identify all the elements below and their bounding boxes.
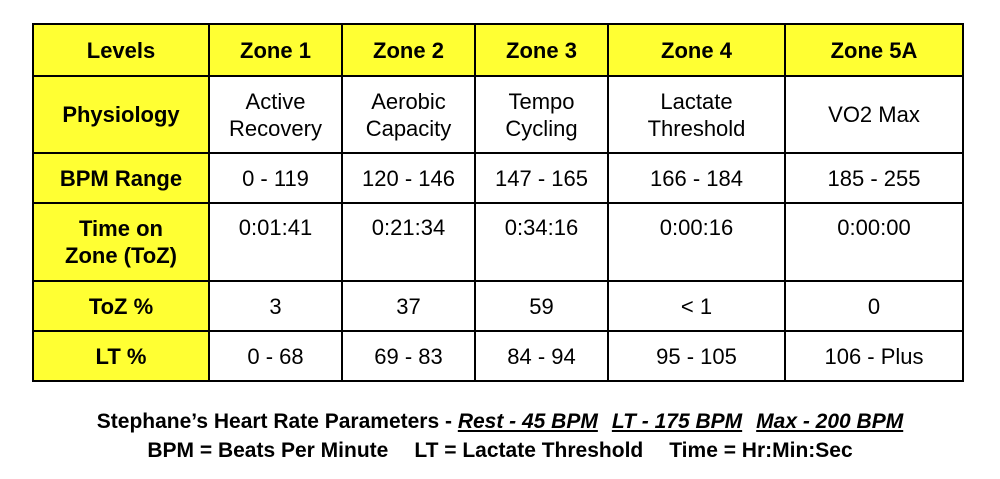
toz-pct-zone-2: 37 (342, 281, 475, 331)
toz-zone-5a: 0:00:00 (785, 203, 963, 281)
lt-pct-zone-1: 0 - 68 (209, 331, 342, 381)
definitions-line (0, 438, 1000, 464)
header-row (33, 24, 963, 76)
toz-pct-zone-4: < 1 (608, 281, 785, 331)
time-on-zone-row (33, 203, 963, 281)
physiology-zone-1: Active Recovery (209, 76, 342, 153)
toz-zone-1: 0:01:41 (209, 203, 342, 281)
lt-definition: LT = Lactate Threshold (414, 439, 644, 462)
heart-rate-zones-table (32, 23, 964, 382)
row-label-time-on-zone: Time on Zone (ToZ) (33, 203, 209, 281)
toz-percent-row (33, 281, 963, 331)
rest-bpm: Rest - 45 BPM (457, 410, 598, 433)
physiology-zone-5a: VO2 Max (785, 76, 963, 153)
physiology-zone-2: Aerobic Capacity (342, 76, 475, 153)
toz-pct-zone-3: 59 (475, 281, 608, 331)
bpm-zone-3: 147 - 165 (475, 153, 608, 203)
bpm-zone-2: 120 - 146 (342, 153, 475, 203)
physiology-zone-3: Tempo Cycling (475, 76, 608, 153)
lt-pct-zone-3: 84 - 94 (475, 331, 608, 381)
toz-pct-zone-5a: 0 (785, 281, 963, 331)
lt-bpm: LT - 175 BPM (611, 410, 743, 433)
row-label-lt-percent: LT % (33, 331, 209, 381)
header-zone-1: Zone 1 (209, 24, 342, 76)
bpm-zone-5a: 185 - 255 (785, 153, 963, 203)
lt-pct-zone-2: 69 - 83 (342, 331, 475, 381)
row-label-toz-percent: ToZ % (33, 281, 209, 331)
bpm-definition: BPM = Beats Per Minute (147, 439, 389, 462)
physiology-row (33, 76, 963, 153)
toz-zone-3: 0:34:16 (475, 203, 608, 281)
bpm-zone-1: 0 - 119 (209, 153, 342, 203)
parameters-title: Stephane’s Heart Rate Parameters - (96, 410, 458, 433)
row-label-bpm-range: BPM Range (33, 153, 209, 203)
lt-percent-row (33, 331, 963, 381)
bpm-range-row (33, 153, 963, 203)
lt-pct-zone-4: 95 - 105 (608, 331, 785, 381)
header-zone-2: Zone 2 (342, 24, 475, 76)
parameters-line (0, 409, 1000, 435)
bpm-zone-4: 166 - 184 (608, 153, 785, 203)
toz-zone-2: 0:21:34 (342, 203, 475, 281)
physiology-zone-4: Lactate Threshold (608, 76, 785, 153)
max-bpm: Max - 200 BPM (756, 410, 904, 433)
header-zone-4: Zone 4 (608, 24, 785, 76)
lt-pct-zone-5a: 106 - Plus (785, 331, 963, 381)
header-zone-3: Zone 3 (475, 24, 608, 76)
toz-pct-zone-1: 3 (209, 281, 342, 331)
header-zone-5a: Zone 5A (785, 24, 963, 76)
header-levels: Levels (33, 24, 209, 76)
time-definition: Time = Hr:Min:Sec (669, 439, 853, 462)
row-label-physiology: Physiology (33, 76, 209, 153)
toz-zone-4: 0:00:16 (608, 203, 785, 281)
